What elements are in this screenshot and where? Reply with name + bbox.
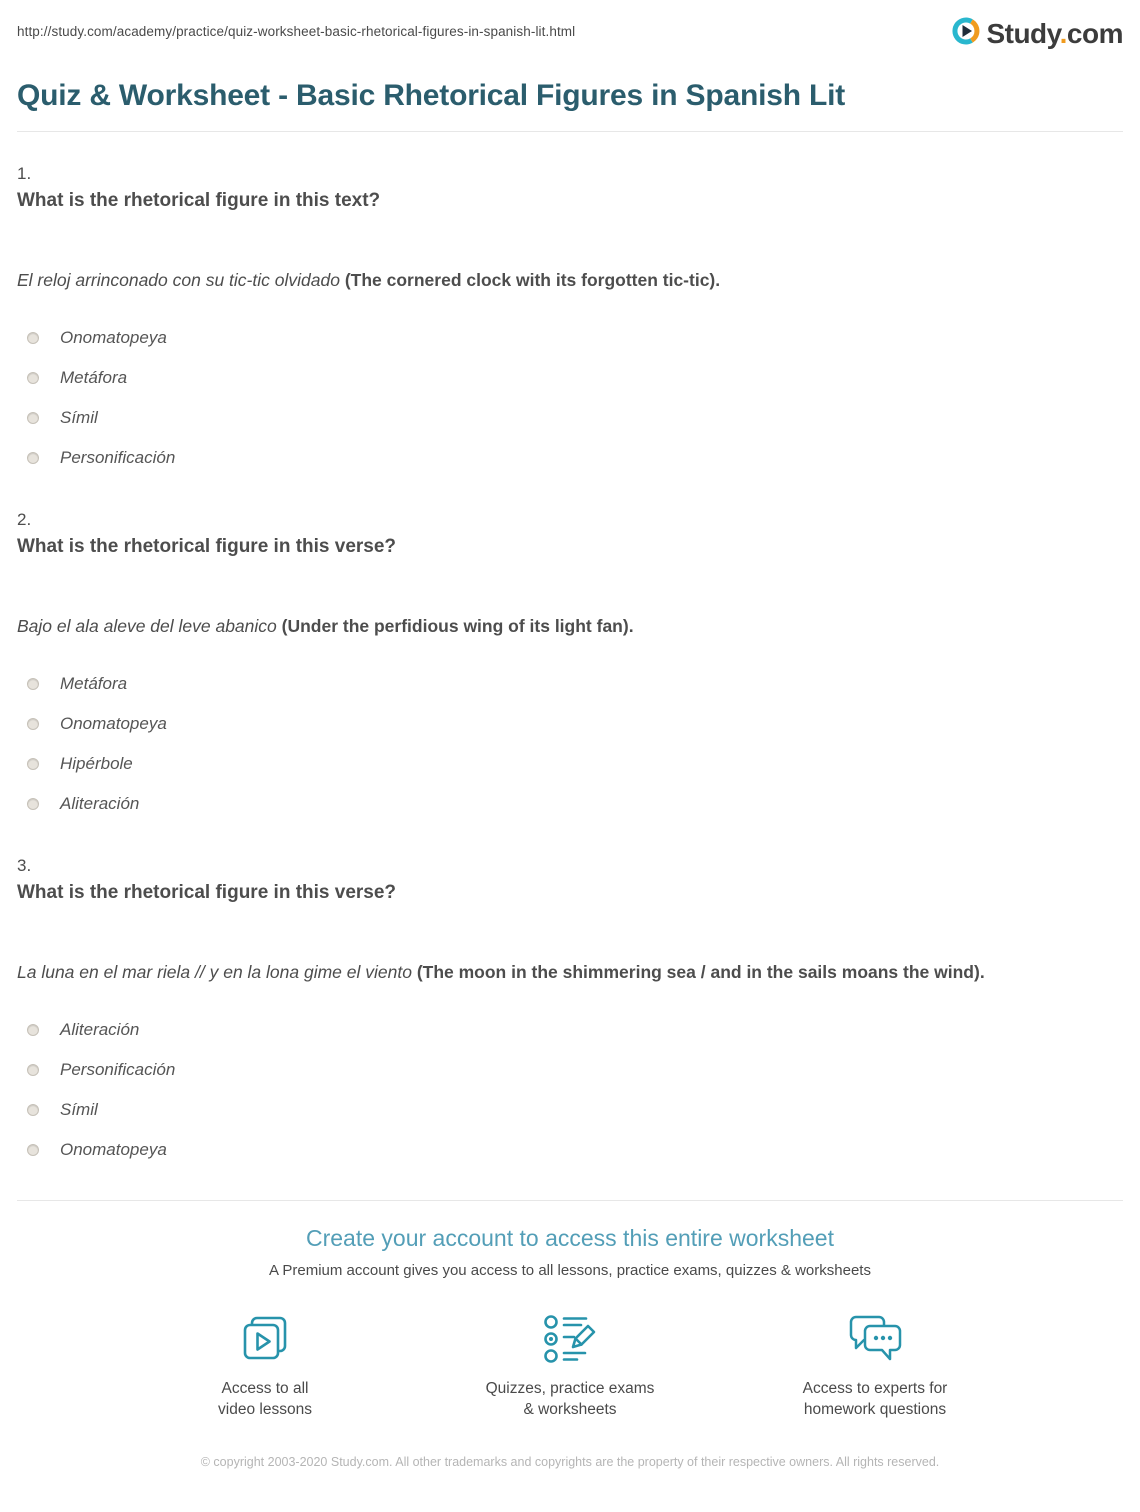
feature-homework-experts	[758, 1311, 993, 1421]
answer-option[interactable]	[17, 1090, 1123, 1130]
radio-button[interactable]	[27, 1024, 39, 1036]
chat-experts-icon	[846, 1311, 904, 1367]
question-prompt: What is the rhetorical figure in this text?	[17, 190, 381, 211]
answer-option[interactable]	[17, 318, 1123, 358]
answer-options	[17, 664, 1123, 824]
copyright-notice: © copyright 2003-2020 Study.com. All other trademarks and copyrights are the property of their respective owners. All rights reserved.	[200, 1455, 940, 1470]
premium-subtitle: A Premium account gives you access to all lessons, practice exams, quizzes & worksheets	[269, 1262, 871, 1280]
passage-english: (Under the perfidious wing of its light fan).	[276, 616, 634, 637]
answer-option-label[interactable]: Metáfora	[60, 674, 128, 694]
radio-button[interactable]	[27, 678, 39, 690]
radio-button[interactable]	[27, 798, 39, 810]
radio-button[interactable]	[27, 718, 39, 730]
radio-button[interactable]	[27, 372, 39, 384]
feature-video-lessons	[148, 1311, 383, 1421]
cta-section	[17, 1200, 1123, 1472]
question-3	[17, 856, 1123, 1170]
answer-option-label[interactable]: Símil	[60, 1100, 98, 1120]
feature-label: Quizzes, practice exams & worksheets	[485, 1380, 655, 1419]
answer-option-label[interactable]: Personificación	[60, 448, 176, 468]
radio-button[interactable]	[27, 1104, 39, 1116]
cta-divider	[17, 1200, 1123, 1201]
video-lessons-icon	[238, 1311, 292, 1367]
answer-option-label[interactable]: Símil	[60, 408, 98, 428]
answer-option-label[interactable]: Onomatopeya	[60, 714, 167, 734]
quizzes-worksheets-icon	[541, 1311, 599, 1367]
answer-option[interactable]	[17, 744, 1123, 784]
top-bar	[17, 12, 1123, 51]
radio-button[interactable]	[27, 412, 39, 424]
passage-english: (The cornered clock with its forgotten tic-tic).	[339, 270, 721, 290]
answer-option[interactable]	[17, 1130, 1123, 1170]
radio-button[interactable]	[27, 758, 39, 770]
answer-option-label[interactable]: Aliteración	[60, 794, 140, 814]
radio-button[interactable]	[27, 1144, 39, 1156]
passage-english: (The moon in the shimmering sea / and in the sails moans the wind).	[411, 962, 985, 983]
answer-option-label[interactable]: Onomatopeya	[60, 328, 167, 348]
studycom-logo[interactable]	[951, 16, 1123, 51]
answer-options	[17, 1010, 1123, 1170]
answer-option-label[interactable]: Aliteración	[60, 1020, 140, 1040]
feature-label: Access to experts for homework questions	[802, 1380, 948, 1419]
question-passage	[17, 613, 1117, 640]
radio-button[interactable]	[27, 332, 39, 344]
answer-option[interactable]	[17, 1050, 1123, 1090]
feature-label: Access to all video lessons	[218, 1380, 312, 1419]
answer-option-label[interactable]: Onomatopeya	[60, 1140, 167, 1160]
question-2	[17, 510, 1123, 824]
create-account-link[interactable]: Create your account to access this entire worksheet	[306, 1225, 834, 1252]
page-url: http://study.com/academy/practice/quiz-worksheet-basic-rhetorical-figures-in-spanish-lit.html	[17, 24, 576, 39]
answer-option-label[interactable]: Personificación	[60, 1060, 176, 1080]
passage-spanish: Bajo el ala aleve del leve abanico	[17, 616, 277, 637]
studycom-logo-text: Study.com	[986, 17, 1123, 49]
title-divider	[17, 131, 1123, 132]
question-prompt: What is the rhetorical figure in this verse?	[17, 882, 397, 904]
answer-options	[17, 318, 1123, 478]
question-number: 3.	[17, 856, 32, 876]
answer-option[interactable]	[17, 438, 1123, 478]
studycom-play-icon	[951, 16, 981, 51]
question-number: 1.	[17, 164, 32, 183]
question-number: 2.	[17, 510, 32, 530]
feature-row	[17, 1311, 1123, 1421]
question-prompt: What is the rhetorical figure in this verse?	[17, 536, 397, 558]
answer-option[interactable]	[17, 664, 1123, 704]
answer-option-label[interactable]: Hipérbole	[60, 754, 133, 774]
page-title: Quiz & Worksheet - Basic Rhetorical Figures in Spanish Lit	[17, 79, 846, 112]
radio-button[interactable]	[27, 1064, 39, 1076]
answer-option[interactable]	[17, 784, 1123, 824]
question-passage	[17, 267, 1117, 294]
answer-option[interactable]	[17, 704, 1123, 744]
question-1	[17, 164, 1123, 478]
answer-option-label[interactable]: Metáfora	[60, 368, 128, 388]
answer-option[interactable]	[17, 358, 1123, 398]
question-passage	[17, 959, 1117, 986]
answer-option[interactable]	[17, 1010, 1123, 1050]
passage-spanish: La luna en el mar riela // y en la lona gime el viento	[17, 962, 412, 983]
passage-spanish: El reloj arrinconado con su tic-tic olvidado	[17, 270, 340, 290]
feature-quizzes-worksheets	[453, 1311, 688, 1421]
answer-option[interactable]	[17, 398, 1123, 438]
radio-button[interactable]	[27, 452, 39, 464]
